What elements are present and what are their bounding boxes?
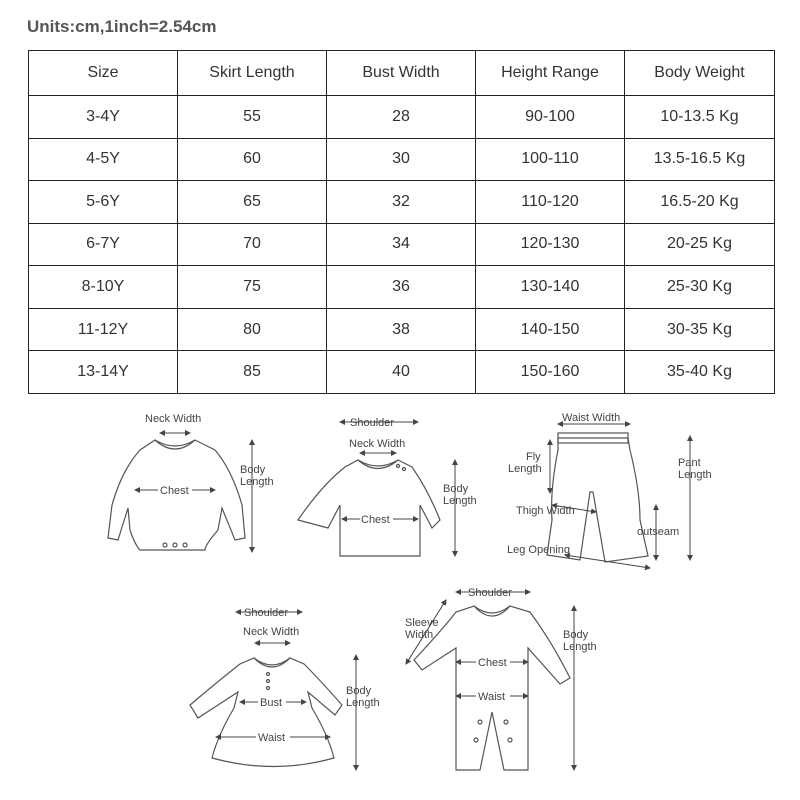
romper-sleeve-label: Sleeve	[405, 617, 439, 629]
bodysuit-diagram	[108, 413, 274, 552]
top-length-label: Length	[443, 495, 477, 507]
button-icon	[267, 687, 270, 690]
cell-height-range: 90-100	[476, 96, 625, 139]
dress-bust-label: Bust	[260, 697, 283, 709]
cell-skirt-length: 65	[178, 181, 327, 224]
dress-body-label: Body	[346, 685, 372, 697]
romper-sleeve-width-label: Width	[405, 629, 434, 641]
cell-bust-width: 32	[327, 181, 476, 224]
cell-height-range: 120-130	[476, 223, 625, 266]
snap-button-icon	[173, 543, 177, 547]
top-collar	[358, 460, 398, 469]
romper-length-label: Length	[563, 641, 597, 653]
cell-skirt-length: 55	[178, 96, 327, 139]
header-size: Size	[29, 51, 178, 96]
top-outline	[298, 460, 440, 556]
pants-diagram	[507, 412, 712, 568]
pants-pant-label: Pant	[678, 457, 701, 469]
cell-height-range: 100-110	[476, 138, 625, 181]
header-skirt-length: Skirt Length	[178, 51, 327, 96]
pants-waist-width-label: Waist Width	[562, 412, 621, 424]
pants-pant-length-label: Length	[678, 469, 712, 481]
cell-skirt-length: 85	[178, 351, 327, 394]
cell-bust-width: 34	[327, 223, 476, 266]
top-chest-label: Chest	[361, 514, 390, 526]
bodysuit-length-label: Length	[240, 476, 274, 488]
cell-body-weight: 25-30 Kg	[625, 266, 775, 309]
pants-thigh-width-label: Thigh Width	[516, 505, 575, 517]
cell-height-range: 130-140	[476, 266, 625, 309]
cell-body-weight: 13.5-16.5 Kg	[625, 138, 775, 181]
cell-size: 5-6Y	[29, 181, 178, 224]
cell-body-weight: 16.5-20 Kg	[625, 181, 775, 224]
top-neck-width-label: Neck Width	[349, 438, 406, 450]
cell-size: 4-5Y	[29, 138, 178, 181]
button-icon	[403, 468, 406, 471]
dress-collar	[254, 658, 290, 667]
snap-button-icon	[478, 720, 482, 724]
romper-collar	[474, 606, 510, 616]
cell-body-weight: 35-40 Kg	[625, 351, 775, 394]
cell-bust-width: 38	[327, 308, 476, 351]
cell-size: 11-12Y	[29, 308, 178, 351]
snap-button-icon	[508, 738, 512, 742]
cell-skirt-length: 80	[178, 308, 327, 351]
top-diagram	[298, 417, 477, 556]
snap-button-icon	[163, 543, 167, 547]
snap-button-icon	[504, 720, 508, 724]
cell-body-weight: 20-25 Kg	[625, 223, 775, 266]
cell-height-range: 110-120	[476, 181, 625, 224]
pants-fly-label: Fly	[526, 451, 541, 463]
cell-size: 3-4Y	[29, 96, 178, 139]
romper-waist-label: Waist	[478, 691, 506, 703]
cell-bust-width: 36	[327, 266, 476, 309]
bodysuit-neck-width-label: Neck Width	[145, 413, 202, 425]
top-shoulder-label: Shoulder	[350, 417, 395, 429]
header-body-weight: Body Weight	[625, 51, 775, 96]
cell-height-range: 150-160	[476, 351, 625, 394]
units-note: Units:cm,1inch=2.54cm	[27, 17, 217, 36]
cell-bust-width: 40	[327, 351, 476, 394]
pants-leg-opening-label: Leg Opening	[507, 544, 570, 556]
cell-bust-width: 28	[327, 96, 476, 139]
top-body-label: Body	[443, 483, 469, 495]
pants-fly-length-label: Length	[508, 463, 542, 475]
dress-length-label: Length	[346, 697, 380, 709]
bodysuit-collar	[155, 440, 195, 449]
romper-body-label: Body	[563, 629, 589, 641]
dress-diagram	[190, 607, 380, 770]
pants-outseam-label: outseam	[637, 526, 680, 538]
button-icon	[397, 465, 400, 468]
cell-size: 13-14Y	[29, 351, 178, 394]
cell-body-weight: 10-13.5 Kg	[625, 96, 775, 139]
cell-body-weight: 30-35 Kg	[625, 308, 775, 351]
cell-height-range: 140-150	[476, 308, 625, 351]
bodysuit-body-label: Body	[240, 464, 266, 476]
romper-outline	[414, 606, 570, 770]
header-height-range: Height Range	[476, 51, 625, 96]
cell-size: 8-10Y	[29, 266, 178, 309]
cell-skirt-length: 75	[178, 266, 327, 309]
snap-button-icon	[474, 738, 478, 742]
cell-skirt-length: 60	[178, 138, 327, 181]
cell-bust-width: 30	[327, 138, 476, 181]
dress-waist-label: Waist	[258, 732, 286, 744]
cell-skirt-length: 70	[178, 223, 327, 266]
romper-diagram	[405, 587, 597, 770]
romper-shoulder-label: Shoulder	[468, 587, 513, 599]
dress-neck-width-label: Neck Width	[243, 626, 300, 638]
button-icon	[267, 680, 270, 683]
snap-button-icon	[183, 543, 187, 547]
cell-size: 6-7Y	[29, 223, 178, 266]
header-bust-width: Bust Width	[327, 51, 476, 96]
romper-chest-label: Chest	[478, 657, 507, 669]
dress-shoulder-label: Shoulder	[244, 607, 289, 619]
bodysuit-chest-label: Chest	[160, 485, 189, 497]
button-icon	[267, 673, 270, 676]
